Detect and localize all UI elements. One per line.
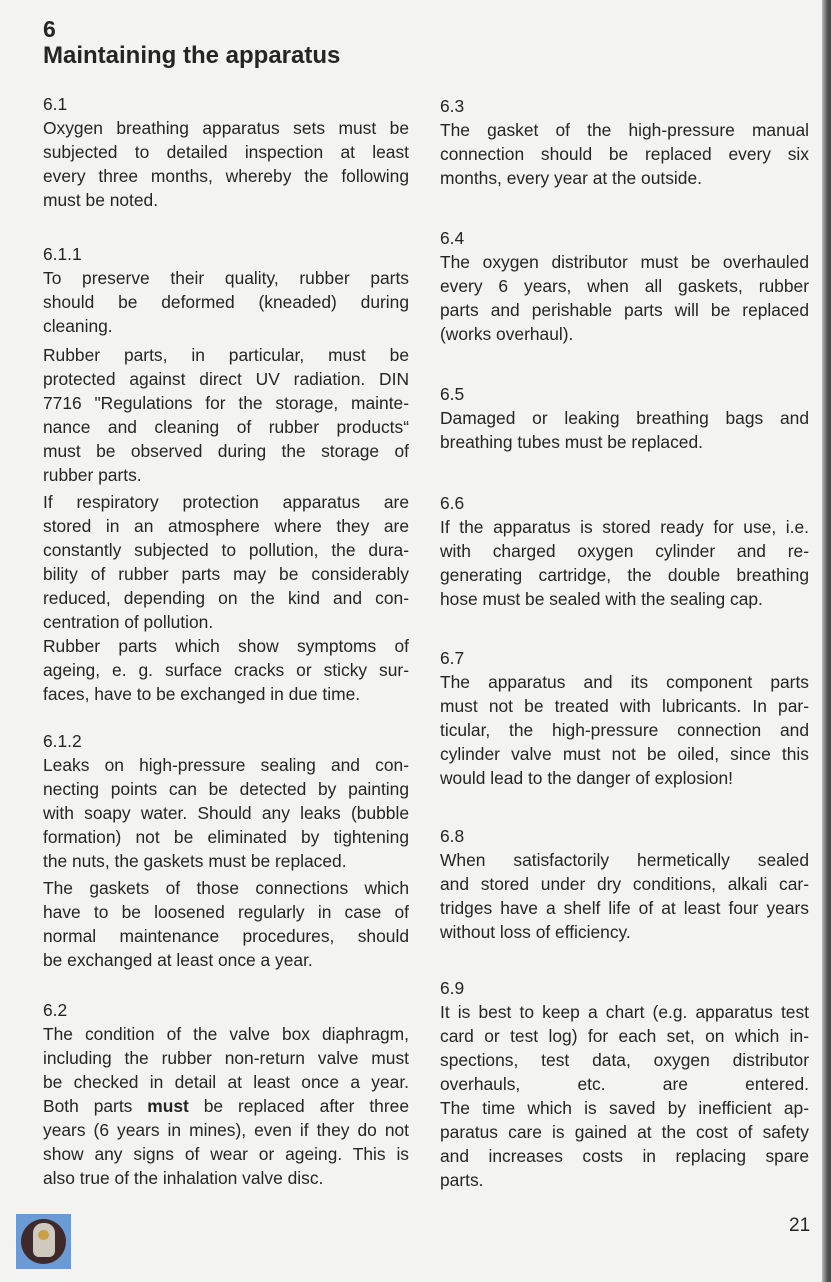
section-block [43, 242, 409, 338]
section-heading: 6.1.2 [43, 731, 82, 751]
text-line: ticular, the high-pressure connection and [440, 720, 809, 740]
text-line: The gasket of the high-pressure manual [440, 120, 809, 140]
section-heading: 6.2 [43, 1000, 68, 1020]
section-block [440, 94, 809, 190]
text-line: generating cartridge, the double breathing [440, 565, 809, 585]
text-line: overhauls, etc. are entered. [440, 1074, 809, 1094]
text-line: without loss of efficiency. [440, 922, 631, 942]
section-block [43, 634, 409, 706]
text-line: The apparatus and its component parts [440, 672, 809, 692]
text-line: cylinder valve must not be oiled, since this [440, 744, 809, 764]
text-line [43, 1094, 409, 1118]
section-block [43, 876, 409, 972]
text-line: The gaskets of those connections which [43, 878, 409, 898]
section-block [43, 998, 409, 1190]
text-line: connection should be replaced every six [440, 144, 809, 164]
section-block [43, 490, 409, 634]
text-line: every 6 years, when all gaskets, rubber [440, 276, 809, 296]
page-edge-shadow [822, 0, 831, 1282]
text-line: To preserve their quality, rubber parts [43, 268, 409, 288]
text-line: It is best to keep a chart (e.g. apparatus test [440, 1002, 809, 1022]
section-heading: 6.9 [440, 978, 465, 998]
section-heading: 6.5 [440, 384, 465, 404]
text-line: every three months, whereby the following [43, 166, 409, 186]
text-line: bility of rubber parts may be considerably [43, 564, 409, 584]
text-line: subjected to detailed inspection at least [43, 142, 409, 162]
text-line: show any signs of wear or ageing. This is [43, 1144, 409, 1164]
page-number: 21 [789, 1215, 811, 1236]
text-line: and increases costs in replacing spare [440, 1146, 809, 1166]
text-line: (works overhaul). [440, 324, 574, 344]
section-block [43, 343, 409, 487]
text-line: parts and perishable parts will be replaced [440, 300, 809, 320]
emphasis-text: must [147, 1096, 189, 1116]
text-line: The time which is saved by inefficient ap- [440, 1098, 809, 1118]
text-line: be checked in detail at least once a year. [43, 1072, 409, 1092]
text-line: spections, test data, oxygen distributor [440, 1050, 809, 1070]
text-line: including the rubber non-return valve must [43, 1048, 409, 1068]
text-line: formation) not be eliminated by tightening [43, 827, 409, 847]
text-line: parts. [440, 1170, 484, 1190]
text-line: tridges have a shelf life of at least four years [440, 898, 809, 918]
text-line: If the apparatus is stored ready for use, i.e. [440, 517, 809, 537]
text-line: stored in an atmosphere where they are [43, 516, 409, 536]
section-heading: 6.1 [43, 94, 68, 114]
text-line: must not be treated with lubricants. In par- [440, 696, 809, 716]
text-line: hose must be sealed with the sealing cap. [440, 589, 763, 609]
text-line: ageing, e. g. surface cracks or sticky sur- [43, 660, 409, 680]
text-line: with charged oxygen cylinder and re- [440, 541, 809, 561]
text-line: card or test log) for each set, on which in- [440, 1026, 809, 1046]
text-line: cleaning. [43, 316, 113, 336]
text-line: protected against direct UV radiation. DIN [43, 369, 409, 389]
section-block [440, 491, 809, 611]
section-block [440, 226, 809, 346]
section-heading: 6.3 [440, 96, 465, 116]
text-line: 7716 "Regulations for the storage, mainte- [43, 393, 409, 413]
text-line: must be noted. [43, 190, 159, 210]
section-block [440, 646, 809, 790]
text-line: would lead to the danger of explosion! [440, 768, 733, 788]
text-line: also true of the inhalation valve disc. [43, 1168, 324, 1188]
text-line: have to be loosened regularly in case of [43, 902, 409, 922]
text-line: Rubber parts which show symptoms of [43, 636, 409, 656]
text-line: centration of pollution. [43, 612, 214, 632]
text-line: The oxygen distributor must be overhauled [440, 252, 809, 272]
text-line: If respiratory protection apparatus are [43, 492, 409, 512]
section-block [440, 382, 809, 454]
text-line: nance and cleaning of rubber products“ [43, 417, 409, 437]
section-heading: 6.4 [440, 228, 465, 248]
text-line: must be observed during the storage of [43, 441, 409, 461]
text-segment: Both parts [43, 1096, 148, 1116]
text-line: rubber parts. [43, 465, 142, 485]
text-line: should be deformed (kneaded) during [43, 292, 409, 312]
section-block [440, 824, 809, 944]
text-line: and stored under dry conditions, alkali car- [440, 874, 809, 894]
text-line: constantly subjected to pollution, the dura- [43, 540, 409, 560]
text-line: When satisfactorily hermetically sealed [440, 850, 809, 870]
text-line: months, every year at the outside. [440, 168, 702, 188]
text-line: the nuts, the gaskets must be replaced. [43, 851, 347, 871]
chapter-title: Maintaining the apparatus [43, 42, 341, 69]
text-line: Damaged or leaking breathing bags and [440, 408, 809, 428]
text-line: be exchanged at least once a year. [43, 950, 313, 970]
chapter-number: 6 [43, 16, 56, 42]
section-heading: 6.1.1 [43, 244, 82, 264]
section-heading: 6.6 [440, 493, 465, 513]
section-heading: 6.8 [440, 826, 465, 846]
section-block [43, 729, 409, 873]
text-segment: be replaced after three [188, 1096, 409, 1116]
text-line: breathing tubes must be replaced. [440, 432, 703, 452]
text-line: necting points can be detected by painting [43, 779, 409, 799]
text-line: Oxygen breathing apparatus sets must be [43, 118, 409, 138]
section-block [43, 92, 409, 212]
text-line: reduced, depending on the kind and con- [43, 588, 409, 608]
text-line: paratus care is gained at the cost of safety [440, 1122, 809, 1142]
text-line: faces, have to be exchanged in due time. [43, 684, 361, 704]
text-line: with soapy water. Should any leaks (bubble [43, 803, 409, 823]
diver-helmet-logo [16, 1214, 71, 1269]
section-block [440, 976, 809, 1192]
text-line: years (6 years in mines), even if they do not [43, 1120, 409, 1140]
section-heading: 6.7 [440, 648, 465, 668]
text-line: Leaks on high-pressure sealing and con- [43, 755, 409, 775]
text-line: The condition of the valve box diaphragm, [43, 1024, 409, 1044]
text-line: normal maintenance procedures, should [43, 926, 409, 946]
text-line: Rubber parts, in particular, must be [43, 345, 409, 365]
